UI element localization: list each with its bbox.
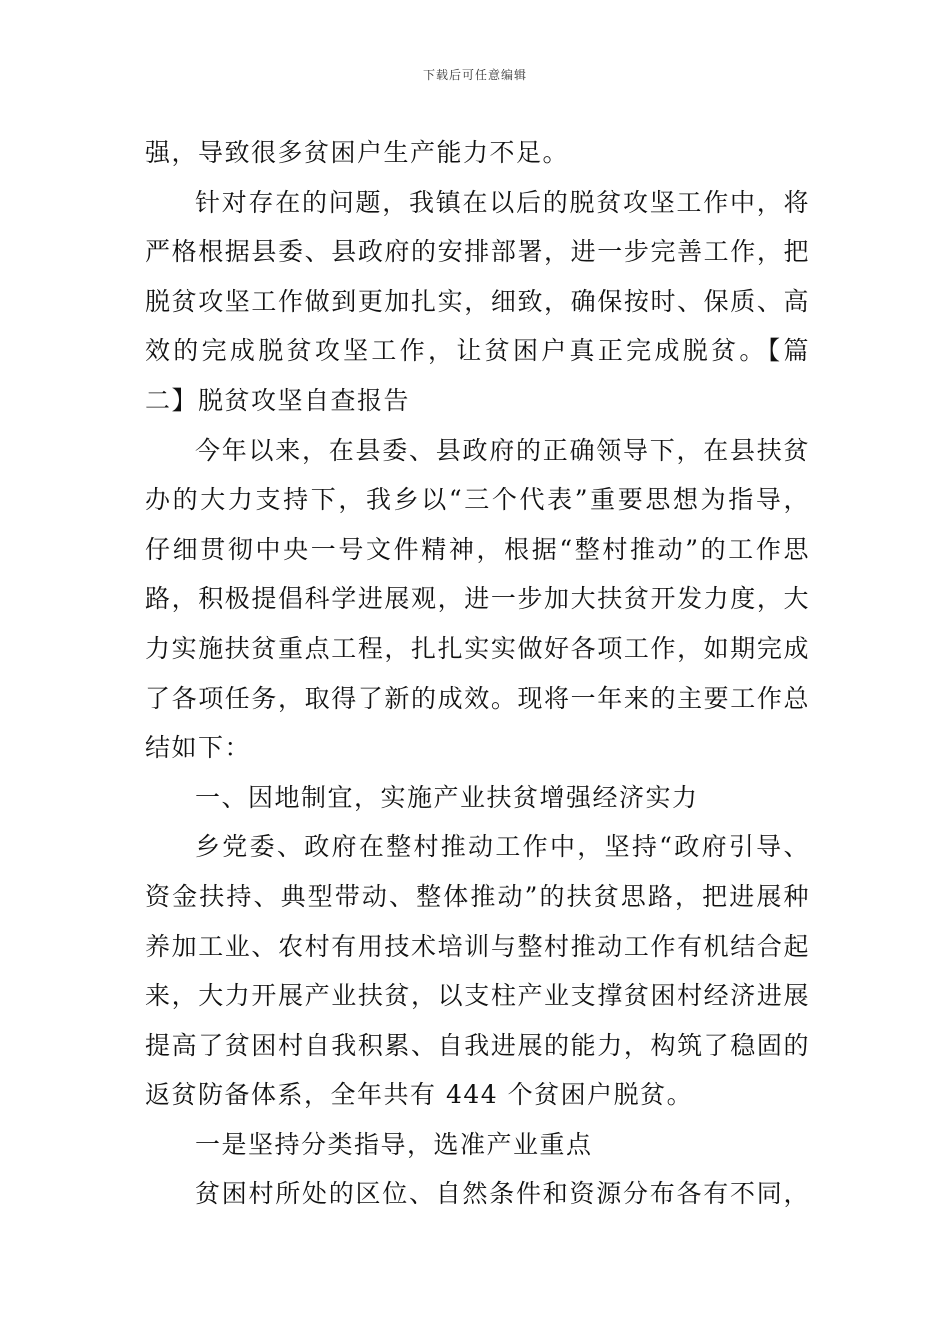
text-line: 强，导致很多贫困户生产能力不足。 bbox=[145, 138, 570, 167]
text-line: 今年以来，在县委、县政府的正确领导下，在县扶贫 bbox=[195, 435, 810, 465]
text-line: 二】脱贫攻坚自查报告 bbox=[145, 385, 411, 415]
text-line: 一是坚持分类指导，选准产业重点 bbox=[195, 1129, 593, 1159]
text-line: 针对存在的问题，我镇在以后的脱贫攻坚工作中，将 bbox=[195, 187, 810, 217]
text-line: 养加工业、农村有用技术培训与整村推动工作有机结合起 bbox=[145, 931, 810, 961]
text-line: 返贫防备体系，全年共有 444 个贫困户脱贫。 bbox=[145, 1080, 694, 1110]
text-line: 资金扶持、典型带动、整体推动”的扶贫思路，把进展种 bbox=[145, 881, 810, 911]
text-line: 效的完成脱贫攻坚工作，让贫困户真正完成脱贫。【篇 bbox=[145, 336, 810, 366]
text-line: 了各项任务，取得了新的成效。现将一年来的主要工作总 bbox=[145, 683, 810, 713]
text-line: 力实施扶贫重点工程，扎扎实实做好各项工作，如期完成 bbox=[145, 633, 810, 663]
text-line: 路，积极提倡科学进展观，进一步加大扶贫开发力度，大 bbox=[145, 584, 810, 614]
document-body bbox=[145, 128, 810, 1219]
text-line: 乡党委、政府在整村推动工作中，坚持“政府引导、 bbox=[195, 832, 810, 862]
text-line: 仔细贯彻中央一号文件精神，根据“整村推动”的工作思 bbox=[145, 534, 810, 564]
text-line: 脱贫攻坚工作做到更加扎实，细致，确保按时、保质、高 bbox=[145, 286, 810, 316]
text-line: 贫困村所处的区位、自然条件和资源分布各有不同， bbox=[195, 1179, 810, 1209]
text-line: 严格根据县委、县政府的安排部署，进一步完善工作，把 bbox=[145, 237, 810, 267]
text-line: 结如下： bbox=[145, 733, 252, 763]
page-header: 下载后可任意编辑 bbox=[422, 68, 527, 82]
text-line: 一、因地制宜，实施产业扶贫增强经济实力 bbox=[195, 782, 699, 812]
text-line: 办的大力支持下，我乡以“三个代表”重要思想为指导， bbox=[145, 485, 810, 515]
text-line: 提高了贫困村自我积累、自我进展的能力，构筑了稳固的 bbox=[145, 1030, 810, 1060]
text-line: 来，大力开展产业扶贫，以支柱产业支撑贫困村经济进展 bbox=[145, 981, 810, 1011]
